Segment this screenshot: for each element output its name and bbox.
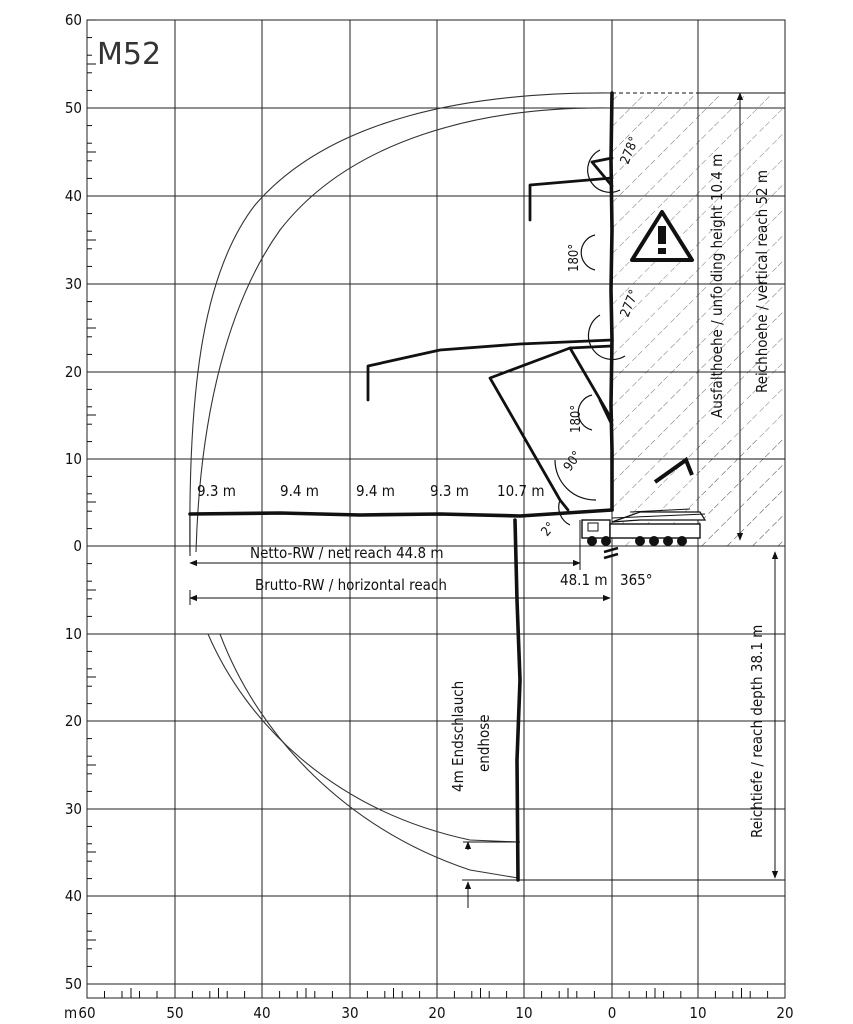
- endhose-label-1: 4m Endschlauch: [449, 680, 467, 792]
- vertical-reach-label: Reichhoehe / vertical reach 52 m: [753, 169, 771, 393]
- x-axis-labels: [64, 1004, 794, 1022]
- x-tick-label: 10: [515, 1004, 533, 1022]
- section-label: 9.4 m: [280, 482, 319, 500]
- reach-depth-label: Reichtiefe / reach depth 38.1 m: [748, 624, 766, 838]
- angle-90: 90°: [560, 448, 586, 475]
- y-axis-labels: [65, 11, 82, 993]
- y-tick-label: 40: [64, 187, 82, 205]
- slewing-angle-label: 365°: [620, 571, 653, 589]
- angle-278: 278°: [617, 134, 643, 167]
- x-axis-ticks: [105, 988, 768, 998]
- endhose-label-2: endhose: [475, 714, 493, 772]
- angle-2: 2°: [538, 519, 559, 540]
- angle-277: 277°: [617, 287, 643, 320]
- y-tick-label: 40: [64, 887, 82, 905]
- model-label: M52: [97, 37, 162, 72]
- section-label: 9.4 m: [356, 482, 395, 500]
- x-tick-label: 50: [166, 1004, 184, 1022]
- angle-180-top: 180°: [567, 243, 582, 272]
- x-tick-label: 60: [78, 1004, 96, 1022]
- y-tick-label: 60: [64, 11, 82, 29]
- x-tick-label: 10: [689, 1004, 707, 1022]
- section-label: 9.3 m: [197, 482, 236, 500]
- boom-hanging: [515, 520, 520, 880]
- x-axis-unit: m: [64, 1004, 78, 1022]
- section-label: 9.3 m: [430, 482, 469, 500]
- y-tick-label: 30: [64, 800, 82, 818]
- y-tick-label: 50: [64, 975, 82, 993]
- boom-folded-top: [530, 158, 612, 220]
- section-label: 10.7 m: [497, 482, 545, 500]
- y-tick-label: 10: [64, 625, 82, 643]
- y-tick-label: 20: [64, 363, 82, 381]
- x-tick-label: 30: [341, 1004, 359, 1022]
- horizontal-reach-value: 48.1 m: [560, 571, 608, 589]
- y-axis-ticks: [87, 20, 96, 966]
- reach-envelope: [190, 93, 612, 878]
- y-tick-label: 10: [64, 450, 82, 468]
- x-tick-label: 0: [607, 1004, 617, 1022]
- boom-vertical: [611, 93, 612, 510]
- x-tick-label: 40: [253, 1004, 271, 1022]
- horizontal-reach-label: Brutto-RW / horizontal reach: [255, 576, 447, 594]
- y-tick-label: 30: [64, 275, 82, 293]
- y-tick-label: 0: [73, 537, 82, 555]
- x-tick-label: 20: [428, 1004, 446, 1022]
- y-tick-label: 20: [64, 712, 82, 730]
- truck-icon: [582, 509, 705, 558]
- angle-180-mid: 180°: [569, 404, 584, 433]
- boom-section-labels: [197, 482, 544, 500]
- unfolding-height-label: Ausfalthoehe / unfolding height 10.4 m: [708, 153, 726, 418]
- x-tick-label: 20: [776, 1004, 794, 1022]
- y-tick-label: 50: [64, 99, 82, 117]
- net-reach-label: Netto-RW / net reach 44.8 m: [250, 544, 444, 562]
